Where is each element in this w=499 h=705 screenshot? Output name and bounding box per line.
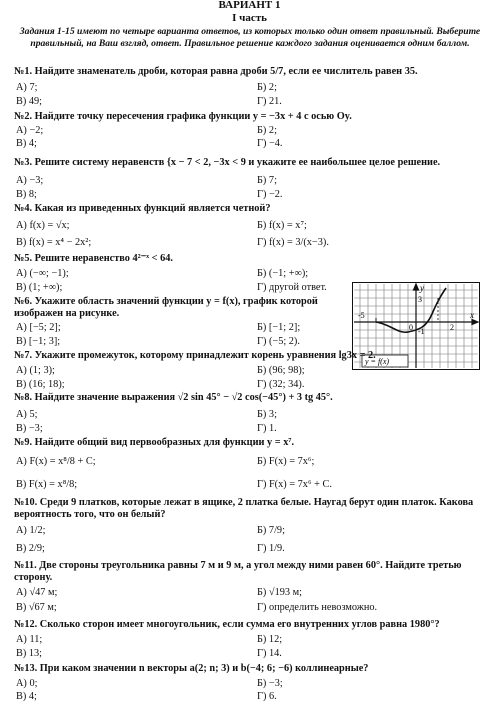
q9-option-b[interactable]: Б) F(x) = 7x⁶;: [257, 456, 315, 467]
q7-option-c[interactable]: В) (16; 18);: [16, 379, 65, 390]
q10-option-b[interactable]: Б) 7/9;: [257, 525, 285, 536]
question-12: №12. Сколько сторон имеет многоугольник, если сумма его внутренних углов равна 1980°?: [14, 619, 440, 630]
q8-option-c[interactable]: В) −3;: [16, 423, 43, 434]
curve-label: y = f(x): [365, 357, 390, 366]
q13-option-b[interactable]: Б) −3;: [257, 678, 283, 689]
q5-option-b[interactable]: Б) (−1; +∞);: [257, 268, 309, 279]
q7-option-d[interactable]: Г) (32; 34).: [257, 379, 305, 390]
q2-option-b[interactable]: Б) 2;: [257, 125, 277, 136]
q3-option-b[interactable]: Б) 7;: [257, 175, 277, 186]
q5-option-a[interactable]: А) (−∞; −1);: [16, 268, 69, 279]
variant-title: ВАРИАНТ 1: [218, 0, 281, 11]
q12-option-a[interactable]: А) 11;: [16, 634, 43, 645]
q11-option-b[interactable]: Б) √193 м;: [257, 587, 302, 598]
q9-option-d[interactable]: Г) F(x) = 7x⁶ + C.: [257, 479, 332, 490]
part-title: I часть: [232, 12, 267, 24]
q13-option-d[interactable]: Г) 6.: [257, 691, 277, 702]
origin-label: 0: [409, 323, 413, 332]
q6-option-b[interactable]: Б) [−1; 2];: [257, 322, 301, 333]
q4-option-c[interactable]: В) f(x) = x⁴ − 2x²;: [16, 237, 92, 248]
question-13: №13. При каком значении n векторы a(2; n; 3) и b(−4; 6; −6) коллинеарные?: [14, 663, 369, 674]
q6-option-a[interactable]: А) [−5; 2];: [16, 322, 61, 333]
q10-option-a[interactable]: А) 1/2;: [16, 525, 46, 536]
q11-option-d[interactable]: Г) определить невозможно.: [257, 602, 378, 613]
q2-option-c[interactable]: В) 4;: [16, 138, 37, 149]
q3-option-d[interactable]: Г) −2.: [257, 189, 283, 200]
q11-option-a[interactable]: А) √47 м;: [16, 587, 58, 598]
q5-option-d[interactable]: Г) другой ответ.: [257, 282, 327, 293]
question-3: №3. Решите систему неравенств {x − 7 < 2, −3x < 9 и укажите ее наибольшее целое решение.: [14, 157, 441, 168]
q9-option-a[interactable]: А) F(x) = x⁸/8 + C;: [16, 456, 96, 467]
tick-label-minus1: -1: [418, 327, 425, 336]
question-1: №1. Найдите знаменатель дроби, которая равна дроби 5/7, если ее числитель равен 35.: [14, 66, 418, 77]
question-6: №6. Укажите область значений функции y = f(x), график которой изображен на рисунке.: [14, 296, 318, 319]
q12-option-b[interactable]: Б) 12;: [257, 634, 283, 645]
q6-option-d[interactable]: Г) (−5; 2).: [257, 336, 300, 347]
q13-option-c[interactable]: В) 4;: [16, 691, 37, 702]
y-axis-label: y: [420, 283, 424, 293]
q1-option-b[interactable]: Б) 2;: [257, 82, 277, 93]
q10-option-c[interactable]: В) 2/9;: [16, 543, 45, 554]
q3-option-a[interactable]: А) −3;: [16, 175, 44, 186]
q4-option-a[interactable]: А) f(x) = √x;: [16, 220, 70, 231]
q10-option-d[interactable]: Г) 1/9.: [257, 543, 285, 554]
tick-label-minus5: -5: [358, 311, 365, 320]
question-8: №8. Найдите значение выражения √2 sin 45° − √2 cos(−45°) + 3 tg 45°.: [14, 392, 333, 403]
q7-option-b[interactable]: Б) (96; 98);: [257, 365, 305, 376]
question-4: №4. Какая из приведенных функций является четной?: [14, 203, 271, 214]
q1-option-d[interactable]: Г) 21.: [257, 96, 282, 107]
q7-option-a[interactable]: А) (1; 3);: [16, 365, 55, 376]
q6-option-c[interactable]: В) [−1; 3];: [16, 336, 61, 347]
instructions: Задания 1-15 имеют по четыре варианта ответов, из которых только один ответ правильный. Выберите правильный, на Ваш взгляд, ответ. Правильное решение каждого задания оценивается одним баллом.: [19, 26, 481, 49]
question-2: №2. Найдите точку пересечения графика функции y = −3x + 4 с осью Oy.: [14, 111, 352, 122]
q3-option-c[interactable]: В) 8;: [16, 189, 37, 200]
question-9: №9. Найдите общий вид первообразных для функции y = x⁷.: [14, 437, 295, 448]
q2-option-a[interactable]: А) −2;: [16, 125, 44, 136]
q9-option-c[interactable]: В) F(x) = x⁸/8;: [16, 479, 78, 490]
q5-option-c[interactable]: В) (1; +∞);: [16, 282, 63, 293]
q1-option-a[interactable]: А) 7;: [16, 82, 38, 93]
question-11: №11. Две стороны треугольника равны 7 м и 9 м, а угол между ними равен 60°. Найдите третью сторону.: [14, 560, 462, 583]
question-10: №10. Среди 9 платков, которые лежат в ящике, 2 платка белые. Наугад берут один платок. Какова вероятность того, что он белый?: [14, 497, 474, 520]
q1-option-c[interactable]: В) 49;: [16, 96, 43, 107]
q4-option-b[interactable]: Б) f(x) = x⁷;: [257, 220, 307, 231]
q8-option-b[interactable]: Б) 3;: [257, 409, 277, 420]
q8-option-d[interactable]: Г) 1.: [257, 423, 277, 434]
x-axis-label: x: [470, 310, 474, 320]
q4-option-d[interactable]: Г) f(x) = 3/(x−3).: [257, 237, 329, 248]
q2-option-d[interactable]: Г) −4.: [257, 138, 283, 149]
q12-option-c[interactable]: В) 13;: [16, 648, 43, 659]
tick-label-3: 3: [418, 295, 422, 304]
tick-label-2: 2: [450, 323, 454, 332]
q8-option-a[interactable]: А) 5;: [16, 409, 38, 420]
q11-option-c[interactable]: В) √67 м;: [16, 602, 57, 613]
question-7: №7. Укажите промежуток, которому принадлежит корень уравнения lg3x = 2.: [14, 350, 376, 361]
q12-option-d[interactable]: Г) 14.: [257, 648, 282, 659]
question-5: №5. Решите неравенство 4²⁻ˣ < 64.: [14, 253, 173, 264]
q13-option-a[interactable]: А) 0;: [16, 678, 38, 689]
